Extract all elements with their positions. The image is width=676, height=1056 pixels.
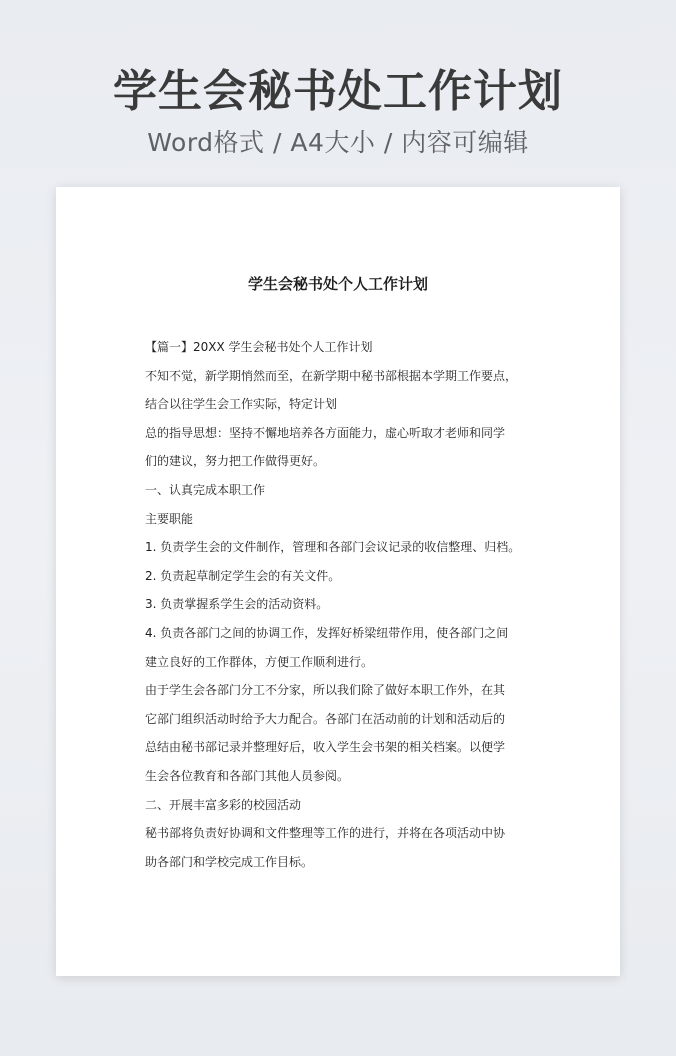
- section-heading: 二、开展丰富多彩的校园活动: [145, 797, 302, 812]
- document-page: [56, 187, 620, 976]
- paragraph-line: 不知不觉，新学期悄然而至，在新学期中秘书部根据本学期工作要点，: [145, 368, 518, 383]
- list-item: 2. 负责起草制定学生会的有关文件。: [145, 568, 341, 583]
- section-heading: 一、认真完成本职工作: [145, 482, 266, 497]
- subsection-heading: 主要职能: [145, 511, 194, 526]
- paragraph-line: 生会各位教育和各部门其他人员参阅。: [145, 768, 350, 783]
- document-body: [145, 333, 535, 876]
- paragraph-line: 它部门组织活动时给予大力配合。各部门在活动前的计划和活动后的: [145, 711, 506, 726]
- list-item: 4. 负责各部门之间的协调工作，发挥好桥梁纽带作用，使各部门之间: [145, 625, 509, 640]
- banner-subtitle: Word格式 / A4大小 / 内容可编辑: [147, 128, 529, 157]
- paragraph-line: 总的指导思想：坚持不懈地培养各方面能力，虚心听取才老师和同学: [145, 425, 506, 440]
- list-item: 1. 负责学生会的文件制作，管理和各部门会议记录的收信整理、归档。: [145, 540, 521, 555]
- paragraph-line: 建立良好的工作群体，方便工作顺利进行。: [145, 654, 374, 669]
- paragraph-line: 们的建议，努力把工作做得更好。: [145, 454, 326, 469]
- paragraph-line: 秘书部将负责好协调和文件整理等工作的进行，并将在各项活动中协: [145, 826, 506, 841]
- paragraph-line: 助各部门和学校完成工作目标。: [145, 854, 314, 869]
- section-heading-part-one: 【篇一】20XX 学生会秘书处个人工作计划: [145, 340, 373, 354]
- paragraph-line: 由于学生会各部门分工不分家，所以我们除了做好本职工作外，在其: [145, 683, 506, 698]
- list-item: 3. 负责掌握系学生会的活动资料。: [145, 597, 329, 612]
- paragraph-line: 结合以往学生会工作实际，特定计划: [145, 397, 338, 412]
- banner-title: 学生会秘书处工作计划: [113, 66, 563, 117]
- banner: [0, 62, 676, 160]
- document-title: 学生会秘书处个人工作计划: [247, 275, 428, 293]
- paragraph-line: 总结由秘书部记录并整理好后，收入学生会书架的相关档案。以便学: [145, 740, 506, 755]
